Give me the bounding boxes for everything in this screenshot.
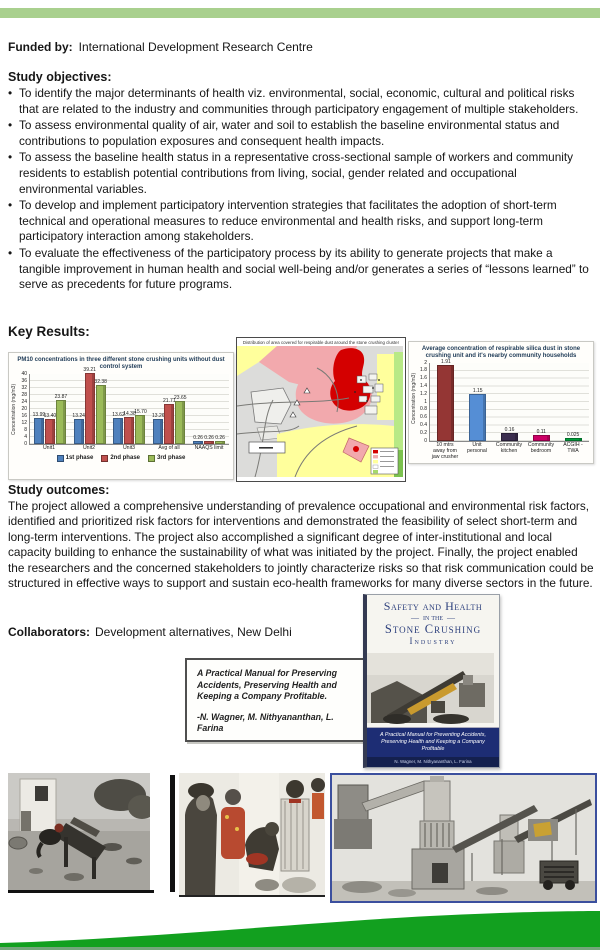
book-cover-title xyxy=(367,595,499,647)
footer-green-swoosh xyxy=(0,905,600,950)
bar xyxy=(565,432,582,441)
photo-crushing-plant xyxy=(330,773,597,903)
study-outcomes-heading: Study outcomes: xyxy=(8,483,110,497)
bar-value-label: 0.16 xyxy=(504,426,515,433)
book-cover xyxy=(363,594,500,768)
legend-swatch xyxy=(101,455,108,462)
bar-value-label: 14.38 xyxy=(123,410,136,417)
category-label: Unit personal xyxy=(467,442,487,454)
chart1-body xyxy=(9,367,233,452)
cover-band-text: A Practical Manual for Preventing Accidents, Preserving Health and Keeping a Company Profitable xyxy=(367,727,499,757)
bar-value-label: 39.21 xyxy=(83,367,96,374)
pm10-bar-chart xyxy=(8,352,234,480)
bar-value-label: 13.24 xyxy=(72,412,85,419)
bar-group xyxy=(112,408,147,444)
chart2-plot-area xyxy=(429,358,589,442)
legend-item: 1st phase xyxy=(57,455,94,462)
bar-value-label: 13.40 xyxy=(43,412,57,419)
bar xyxy=(112,412,125,444)
key-results-heading: Key Results: xyxy=(8,324,90,339)
bar-group xyxy=(533,428,550,441)
bar-value-label: 0.11 xyxy=(536,428,546,435)
objective-item: • To develop and implement participatory intervention strategies that facilitates the adoption of short-term technical and operational measures to reduce environmental and health risks, and support long-term participatory interaction among stakeholders. xyxy=(8,198,594,245)
bar-group xyxy=(72,367,107,444)
y-tick-label: 0 xyxy=(424,437,427,444)
cover-title-line3: Stone Crushing xyxy=(384,622,482,636)
category-label: Unit2 xyxy=(82,445,96,451)
y-tick-label: 36 xyxy=(21,377,27,384)
chart2-title: Average concentration of respirable silica dust in stone crushing unit and it's nearby community households xyxy=(421,346,581,359)
objective-item: • To assess the baseline health status in a representative cross-sectional sample of workers and community residents to establish potential contributions from living, social, gender related and occupational environmental variables. xyxy=(8,150,594,197)
photo-worker-with-machine xyxy=(8,773,150,890)
category-label: Unit1 xyxy=(42,445,56,451)
funded-by-line xyxy=(8,40,313,54)
chart1-legend xyxy=(9,455,233,462)
bar-value-label: 21.71 xyxy=(163,398,176,405)
y-tick-label: 0 xyxy=(24,440,27,447)
y-tick-label: 0.6 xyxy=(420,414,427,421)
bar xyxy=(437,358,454,441)
cover-title-line2: — in the — xyxy=(367,613,499,622)
bar xyxy=(83,367,96,444)
bar xyxy=(215,435,225,444)
map-title: Distribution of area covered for respirable dust around the stone crushing cluster xyxy=(242,340,400,345)
bar-value-label: 0.26 xyxy=(193,435,203,441)
bar-group xyxy=(565,432,582,441)
objective-item: • To identify the major determinants of health viz. environmental, social, economic, cultural and political risks that are related to the industry and communities through participatory engagement of multiple stakeholders. xyxy=(8,86,594,117)
study-objectives-heading: Study objectives: xyxy=(8,70,112,84)
y-tick-label: 28 xyxy=(21,391,27,398)
legend-item: 2nd phase xyxy=(101,455,140,462)
bar-value-label: 0.025 xyxy=(566,432,580,438)
legend-swatch xyxy=(57,455,64,462)
bar xyxy=(152,412,165,444)
y-tick-label: 0.4 xyxy=(420,421,427,428)
y-tick-label: 16 xyxy=(21,412,27,419)
bar xyxy=(123,410,136,444)
bar-group xyxy=(193,435,225,444)
bar-group xyxy=(152,394,187,444)
y-tick-label: 0.2 xyxy=(420,429,427,436)
chart2-y-axis xyxy=(417,359,429,444)
y-tick-label: 20 xyxy=(21,405,27,412)
y-tick-label: 8 xyxy=(24,426,27,433)
bar-value-label: 23.87 xyxy=(54,394,68,401)
funded-by-label: Funded by: xyxy=(8,40,73,54)
category-label: ACGIH -TWA xyxy=(563,442,583,454)
collaborators-line xyxy=(8,625,292,639)
y-tick-label: 1.4 xyxy=(420,382,427,389)
objectives-list xyxy=(8,86,594,293)
y-tick-label: 1.8 xyxy=(420,367,427,374)
y-tick-label: 2 xyxy=(424,359,427,366)
manual-quote-box xyxy=(185,658,370,742)
objective-item: • To evaluate the effectiveness of the participatory process by its ability to generate projects that make a tangible improvement in human health and social well-being and/or generates a series of “lessons learned” to serve as precedents for future programs. xyxy=(8,246,594,293)
bar xyxy=(32,411,46,444)
map-legend xyxy=(371,448,398,474)
cover-machinery-image xyxy=(367,649,494,727)
bar xyxy=(469,388,486,441)
bar xyxy=(72,412,85,444)
category-label: 10 mtrs away from jaw crusher xyxy=(431,442,459,460)
y-tick-label: 12 xyxy=(21,419,27,426)
bar xyxy=(94,379,107,444)
bar xyxy=(174,394,187,444)
chart1-plot-column xyxy=(29,367,229,452)
y-tick-label: 1 xyxy=(424,398,427,405)
photo1-frame-shadow xyxy=(8,890,154,893)
y-tick-label: 32 xyxy=(21,384,27,391)
y-tick-label: 4 xyxy=(24,433,27,440)
y-tick-label: 1.6 xyxy=(420,375,427,382)
study-outcomes-body: The project allowed a comprehensive understanding of prevalence occupational and environmental risk factors, identified and prioritized risk factors for interventions and demonstrated the feasibility of select short-term and long-term interventions. The project also accomplished a significant degree of inter-institutional and local capacity building to enhance the sustainability of what was initiated by the project. Finally, the project enabled the researchers and the concerned stakeholders to jointly characterize risks so that risk communication could be structured in effective ways to support and sustain eco-health frameworks for many diverse sectors in the future. xyxy=(8,499,594,591)
quote-text: A Practical Manual for Preserving Accidents, Preserving Health and Keeping a Company Profitable. xyxy=(197,668,337,701)
bar-value-label: 0.26 xyxy=(215,435,225,441)
bar-group xyxy=(469,388,486,441)
photo1-frame-bar xyxy=(170,775,175,892)
bar-value-label: 13.99 xyxy=(32,411,46,418)
y-tick-label: 0.8 xyxy=(420,406,427,413)
bar xyxy=(501,426,518,441)
dust-dispersion-map xyxy=(236,337,406,482)
bar-value-label: 23.65 xyxy=(174,394,187,401)
study-objectives-section xyxy=(8,70,594,294)
bar xyxy=(163,398,176,444)
bar-group xyxy=(501,426,518,441)
chart2-plot-column xyxy=(429,358,589,460)
bar-value-label: 13.26 xyxy=(152,412,165,419)
chart1-y-axis xyxy=(17,370,29,447)
y-tick-label: 24 xyxy=(21,398,27,405)
bar-value-label: 0.26 xyxy=(204,435,214,441)
category-label: Avg of all xyxy=(158,445,180,451)
category-label: Community kitchen xyxy=(495,442,523,454)
bar-group xyxy=(32,394,68,444)
objective-item: • To assess environmental quality of air, water and soil to establish the baseline environmental status and contributions to population exposures and consequent health impacts. xyxy=(8,118,594,149)
bar xyxy=(43,412,57,444)
chart1-title: PM10 concentrations in three different stone crushing units without dust control system xyxy=(17,357,225,370)
bar xyxy=(193,435,203,444)
chart1-y-axis-label: Concentration (mg/m3) xyxy=(11,383,17,435)
chart2-body xyxy=(409,358,593,460)
bar-value-label: 13.62 xyxy=(112,412,125,419)
bar xyxy=(134,408,147,444)
collaborators-value: Development alternatives, New Delhi xyxy=(95,625,292,639)
bar xyxy=(54,394,68,444)
category-label: Community bedroom xyxy=(527,442,555,454)
legend-swatch xyxy=(148,455,155,462)
cover-authors: N. Wagner, M. Nithyananthan, L. Farina xyxy=(367,757,499,767)
funded-by-value: International Development Research Centre xyxy=(78,40,313,54)
bar-value-label: 1.15 xyxy=(472,388,483,395)
chart2-category-labels xyxy=(429,443,589,460)
bar xyxy=(204,435,214,444)
y-tick-label: 1.2 xyxy=(420,390,427,397)
photo-community-group xyxy=(179,773,325,897)
bar-value-label: 15.70 xyxy=(134,408,147,415)
bar-value-label: 32.38 xyxy=(94,379,107,386)
map-graphic xyxy=(237,346,403,477)
bar xyxy=(533,428,550,441)
chart2-y-axis-label: Concentration (mg/m3) xyxy=(411,372,417,424)
chart1-category-labels xyxy=(29,446,229,452)
quote-attribution: -N. Wagner, M. Nithyananthan, L. Farina xyxy=(197,711,334,733)
top-green-bar xyxy=(0,8,600,18)
bar-group xyxy=(437,358,454,441)
collaborators-label: Collaborators: xyxy=(8,625,91,639)
legend-item: 3rd phase xyxy=(148,455,185,462)
chart1-plot-area xyxy=(29,367,229,445)
category-label: NAAQS limit xyxy=(194,445,224,451)
study-outcomes-section xyxy=(8,483,594,591)
category-label: Unit3 xyxy=(122,445,136,451)
y-tick-label: 40 xyxy=(21,370,27,377)
silica-dust-bar-chart xyxy=(408,341,594,464)
cover-title-line1: Safety and Health xyxy=(383,599,483,613)
bar-value-label: 1.91 xyxy=(441,358,451,365)
cover-title-line4: Industry xyxy=(409,636,457,646)
